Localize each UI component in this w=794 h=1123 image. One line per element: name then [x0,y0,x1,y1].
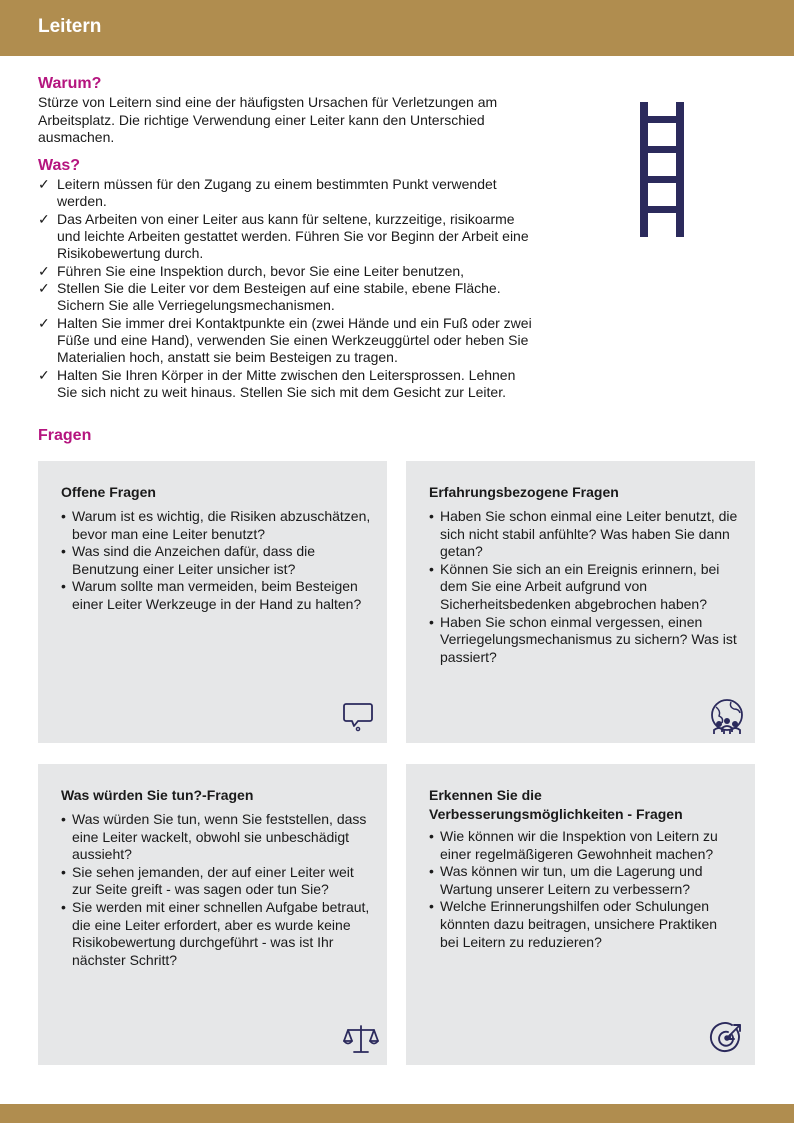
checklist-item: ✓ Leitern müssen für den Zugang zu einem bestimmten Punkt verwendet werden. [38,176,497,210]
card-erfahrungsbezogene-fragen [406,461,755,743]
question-list [61,508,371,614]
card-offene-fragen [38,461,387,743]
checklist-item: ✓ Führen Sie eine Inspektion durch, bevor Sie eine Leiter benutzen, [38,262,465,279]
checklist-item: ✓ Halten Sie immer drei Kontaktpunkte ein (zwei Hände und ein Fuß oder zwei Füße und eine Hand), verwenden Sie einen Werkzeuggürtel oder heben Sie Materialien hoch, anstatt sie beim Besteigen zu tragen. [38,314,532,366]
list-item: • Was würden Sie tun, wenn Sie feststellen, dass eine Leiter wackelt, obwohl sie unbeschädigt aussieht? [61,811,376,864]
question-list [61,811,376,969]
globe-people-icon [707,697,747,737]
check-icon: ✓ [38,280,50,297]
fragen-heading: Fragen [38,427,92,444]
list-item: • Wie können wir die Inspektion von Leitern zu einer regelmäßigeren Gewohnheit machen? [429,828,739,863]
check-icon: ✓ [38,262,50,279]
ladder-icon [640,102,684,237]
list-item: • Haben Sie schon einmal vergessen, einen Verriegelungsmechanismus zu sichern? Was ist passiert? [429,614,739,667]
card-title: Offene Fragen [61,484,156,500]
speech-bubble-icon [341,699,375,733]
list-item: • Was können wir tun, um die Lagerung und Wartung unserer Leitern zu verbessern? [429,863,739,898]
page-title: Leitern [38,16,102,37]
list-item: • Was sind die Anzeichen dafür, dass die Benutzung einer Leiter unsicher ist? [61,543,371,578]
checklist-item: ✓ Halten Sie Ihren Körper in der Mitte zwischen den Leitersprossen. Lehnen Sie sich nicht zu weit hinaus. Stellen Sie sich mit dem Gesicht zur Leiter. [38,366,516,401]
header-bar [0,0,794,56]
card-title: Was würden Sie tun?-Fragen [61,787,254,803]
was-checklist [38,176,538,401]
list-item: • Sie werden mit einer schnellen Aufgabe betraut, die eine Leiter erfordert, aber es wurde keine Risikobewertung durchgeführt - was ist Ihr nächster Schritt? [61,899,376,969]
footer-bar [0,1104,794,1123]
scales-icon [343,1021,379,1057]
list-item: • Welche Erinnerungshilfen oder Schulungen könnten dazu beitragen, unsichere Praktiken bei Leitern zu reduzieren? [429,898,739,951]
warum-text: Stürze von Leitern sind eine der häufigsten Ursachen für Verletzungen am Arbeitsplatz. Die richtige Verwendung einer Leiter kann den Unterschied ausmachen. [38,94,498,145]
card-title: Erfahrungsbezogene Fragen [429,484,619,500]
checklist-item: ✓ Stellen Sie die Leiter vor dem Besteigen auf eine stabile, ebene Fläche. Sichern Sie alle Verriegelungsmechanismen. [38,280,501,314]
check-icon: ✓ [38,176,50,192]
was-heading: Was? [38,157,81,174]
card-was-wuerden-sie-tun [38,764,387,1065]
card-verbesserungsmoeglichkeiten [406,764,755,1065]
list-item: • Sie sehen jemanden, der auf einer Leiter weit zur Seite greift - was sagen oder tun Sie? [61,864,376,899]
list-item: • Können Sie sich an ein Ereignis erinnern, bei dem Sie eine Arbeit aufgrund von Sicherheitsbedenken abgebrochen haben? [429,561,739,614]
warum-heading: Warum? [38,75,102,92]
target-arrow-icon [709,1020,745,1056]
question-list [429,828,739,951]
card-title: Erkennen Sie die Verbesserungsmöglichkeiten - Fragen [429,787,683,822]
list-item: • Warum ist es wichtig, die Risiken abzuschätzen, bevor man eine Leiter benutzt? [61,508,371,543]
question-list [429,508,739,666]
list-item: • Warum sollte man vermeiden, beim Besteigen einer Leiter Werkzeuge in der Hand zu halten? [61,578,371,613]
list-item: • Haben Sie schon einmal eine Leiter benutzt, die sich nicht stabil anfühlte? Was haben Sie dann getan? [429,508,739,561]
check-icon: ✓ [38,210,50,227]
checklist-item: ✓ Das Arbeiten von einer Leiter aus kann für seltene, kurzzeitige, risikoarme und leichte Arbeiten gestattet werden. Führen Sie vor Beginn der Arbeit eine Risikobewertung durch. [38,210,529,262]
check-icon: ✓ [38,366,50,383]
check-icon: ✓ [38,314,50,331]
